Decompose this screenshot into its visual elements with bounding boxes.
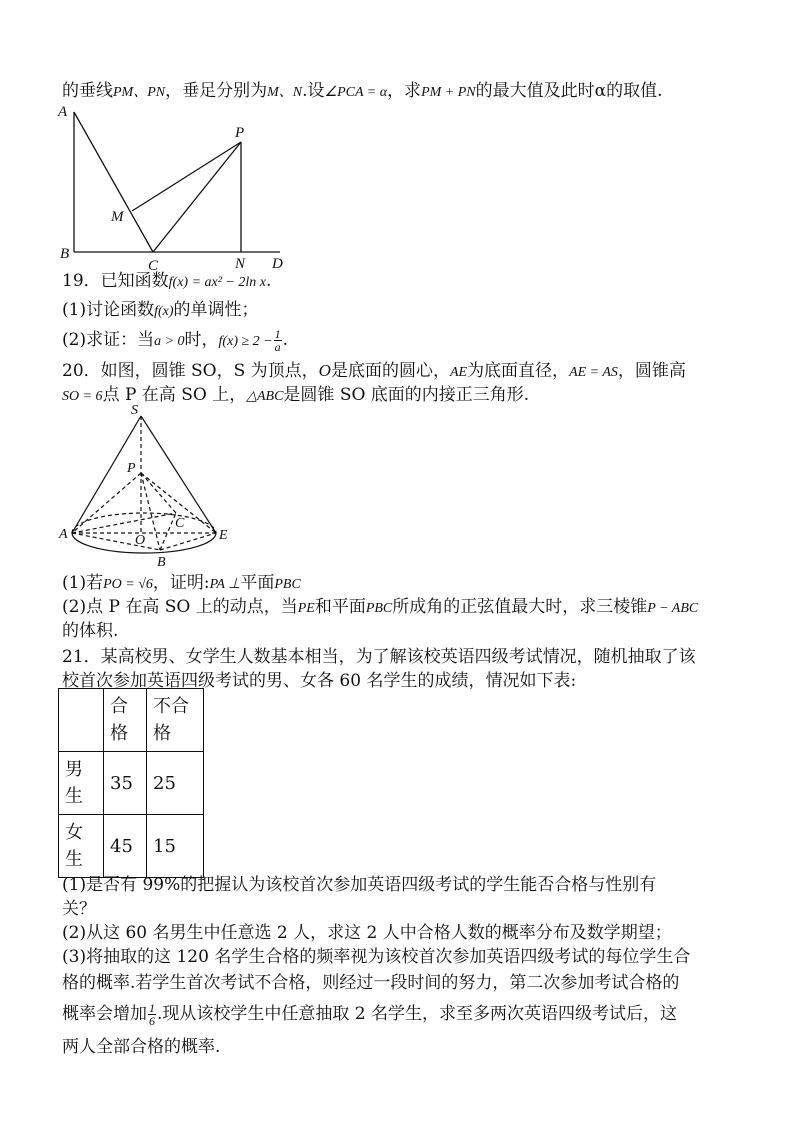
q21-part3-line3 (62, 1002, 677, 1027)
q20-text: 和平面 (314, 597, 366, 617)
q19-math: f(x) = ax² − 2ln x (168, 275, 266, 290)
q20-text: 为底面直径， (467, 361, 570, 381)
header-line: 不合 (153, 696, 189, 717)
q18-text: ，垂足分别为 (165, 81, 268, 101)
row-label-line: 生 (65, 849, 83, 870)
row-label-cell (59, 815, 104, 878)
q20-math: SO = 6 (62, 389, 103, 404)
q20-text: 点 P 在高 SO 上， (102, 385, 247, 405)
base-ellipse-back (72, 513, 216, 533)
row-label-line: 女 (65, 822, 83, 843)
segment-be (160, 533, 216, 550)
table-cell (147, 815, 204, 878)
q20-stem-line1 (62, 360, 686, 384)
table-header-cell (104, 689, 147, 752)
q19-math: f(x) ≥ 2 − (218, 334, 273, 349)
q19-text: 时， (184, 330, 219, 350)
table-header-cell (147, 689, 204, 752)
figure-cone-diagram (55, 402, 235, 574)
q21-text: .现从该校学生中任意抽取 2 名学生，求至多两次英语四级考试后，这 (157, 1004, 678, 1024)
q19-text: (2)求证：当 (62, 330, 155, 350)
q21-part1-line1 (62, 874, 656, 896)
label-b: B (60, 246, 70, 262)
q18-text: .设 (302, 81, 325, 101)
q20-text: (1)若 (62, 573, 104, 593)
q18-text: 的垂线 (62, 81, 113, 101)
score-table (58, 688, 204, 878)
label-a: A (58, 104, 68, 120)
q21-text: (1)是否有 99%的把握认为该校首次参加英语四级考试的学生能否合格与性别有 (62, 875, 657, 895)
fraction-numerator: 1 (149, 1001, 155, 1015)
edge-cp (153, 142, 241, 252)
label-n: N (235, 256, 246, 270)
q18-math: PM + PN (421, 85, 476, 100)
q19-math: a > 0 (154, 334, 185, 349)
q19-text: 的单调性； (173, 300, 259, 320)
q20-text: 是圆锥 SO 底面的内接正三角形. (283, 385, 530, 405)
q21-text: (3)将抽取的这 120 名学生合格的频率视为该校首次参加英语四级考试的每位学生合 (62, 947, 691, 967)
row-label (59, 815, 103, 877)
q20-math: PE (297, 601, 315, 616)
q19-text: 19．已知函数 (62, 271, 169, 291)
label-p: P (235, 125, 245, 141)
label-c: C (175, 516, 185, 531)
q20-text: ，圆锥高 (617, 361, 686, 381)
q19-text: . (265, 271, 272, 291)
table-cell (147, 752, 204, 815)
table-cell (104, 752, 147, 815)
header-line: 格 (153, 723, 171, 744)
q18-text: ，求 (387, 81, 422, 101)
fraction-numerator: 1 (274, 327, 281, 341)
q20-part2 (62, 596, 698, 620)
label-a: A (59, 527, 68, 542)
q21-text: (2)从这 60 名男生中任意选 2 人，求这 2 人中合格人数的概率分布及数学期望； (62, 923, 672, 943)
q20-math: PBC (365, 601, 393, 616)
label-s: S (131, 403, 138, 418)
q20-text: ，证明: (152, 573, 210, 593)
table-row (59, 815, 204, 878)
row-label (59, 752, 103, 814)
header-line: 合 (110, 696, 128, 717)
label-p: P (127, 461, 136, 476)
q20-math: PO = √6 (103, 577, 153, 592)
q18-math: ∠PCA = α (324, 85, 388, 100)
table-header-cell (59, 689, 104, 752)
q20-text: 所成角的正弦值最大时，求三棱锥 (392, 597, 648, 617)
cell-value: 35 (110, 772, 133, 794)
q20-text: 20．如图，圆锥 SO，S 为顶点， (62, 361, 319, 381)
q19-text: . (282, 330, 289, 350)
cell-value: 15 (153, 835, 176, 857)
q21-text: 关？ (62, 899, 96, 919)
fraction-denominator: a (274, 340, 281, 354)
q20-text: (2)点 P 在高 SO 上的动点，当 (62, 597, 298, 617)
fraction-1-over-6 (148, 1002, 156, 1027)
edge-ac (74, 112, 153, 252)
q19-text: (1)讨论函数 (62, 300, 155, 320)
q21-text: 校首次参加英语四级考试的男、女各 60 名学生的成绩，情况如下表: (62, 671, 577, 691)
row-label-line: 生 (65, 786, 83, 807)
q21-text: 概率会增加 (62, 1004, 147, 1024)
q21-stem-line1 (62, 646, 696, 668)
table-cell (104, 815, 147, 878)
segment-ac (72, 513, 176, 533)
label-c: C (148, 258, 159, 270)
q21-part1-line2 (62, 898, 96, 920)
q19-stem (62, 270, 271, 294)
row-label-line: 男 (65, 759, 83, 780)
segment-bc (160, 513, 176, 550)
table-header-text (147, 689, 203, 751)
edge-pm (132, 142, 241, 211)
fraction-denominator: 6 (149, 1014, 155, 1028)
row-label-cell (59, 752, 104, 815)
q20-text: 是底面的圆心， (330, 361, 450, 381)
cell-value: 45 (110, 835, 133, 857)
q20-text: 平面 (240, 573, 275, 593)
q21-text: 21．某高校男、女学生人数基本相当，为了解该校英语四级考试情况，随机抽取了该 (62, 647, 696, 667)
q19-part2 (62, 328, 288, 353)
header-line: 格 (110, 723, 128, 744)
label-e: E (219, 528, 228, 543)
figure-triangle-diagram (55, 100, 295, 270)
q18-text: 的最大值及此时α的取值. (475, 81, 663, 101)
segment-pc (141, 473, 176, 513)
q21-part3-line4 (62, 1036, 220, 1058)
q19-math: f(x) (154, 304, 174, 319)
q20-part1 (62, 572, 301, 596)
cell-value: 25 (153, 772, 176, 794)
label-m: M (111, 209, 124, 225)
q18-math: PM、PN (113, 85, 166, 100)
fraction-1-over-a (274, 328, 282, 353)
q21-text: 格的概率.若学生首次考试不合格，则经过一段时间的努力，第二次参加考试合格的 (62, 973, 680, 993)
table-header-text (104, 689, 146, 751)
label-b: B (157, 555, 166, 570)
label-o: O (135, 533, 146, 548)
segment-pa (72, 473, 141, 533)
q20-math: PA ⊥ (209, 577, 241, 592)
q20-math: P − ABC (647, 601, 699, 616)
q19-part1 (62, 299, 259, 323)
label-d: D (272, 256, 283, 270)
q20-math: △ABC (246, 389, 284, 404)
table-header-text (59, 716, 103, 724)
q21-part3-line2 (62, 972, 679, 994)
q21-part3-line1 (62, 946, 690, 968)
q20-text: 的体积. (62, 621, 119, 641)
q21-part2 (62, 922, 672, 944)
q20-math: O (318, 361, 331, 380)
q21-text: 两人全部合格的概率. (62, 1037, 221, 1057)
segment-ab (72, 533, 160, 550)
q18-math: M、N (267, 85, 303, 100)
q20-math: PBC (274, 577, 301, 592)
table-header-row (59, 689, 204, 752)
q20-math: AE (449, 365, 468, 380)
table-row (59, 752, 204, 815)
q20-part2-tail (62, 620, 118, 642)
q20-math: AE = AS (569, 365, 618, 380)
